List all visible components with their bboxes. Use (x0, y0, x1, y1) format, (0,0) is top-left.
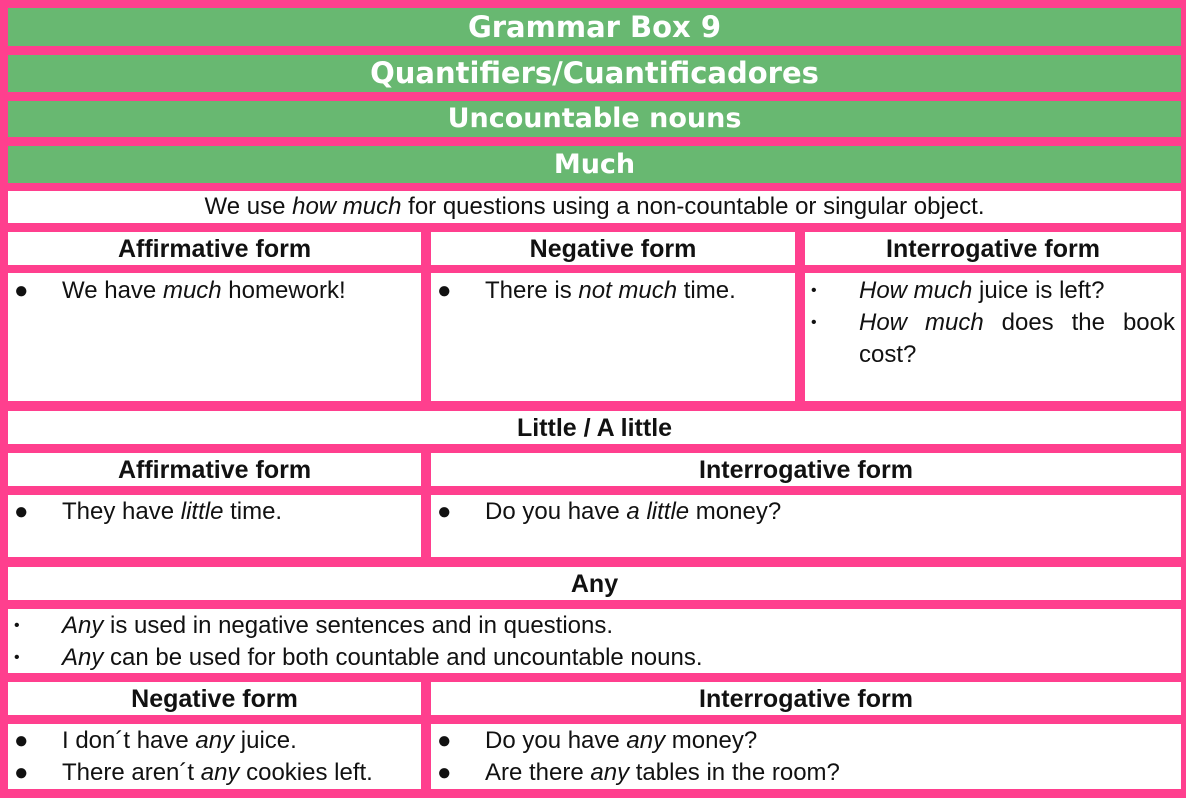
item-text: Do you have (485, 498, 627, 525)
much-negative-cell (431, 273, 795, 401)
item-text: time. (677, 277, 736, 304)
list-item (431, 496, 1181, 528)
list-item (431, 275, 795, 307)
bullet-icon: ● (437, 759, 452, 786)
item-emphasis: How much (859, 309, 984, 336)
list-item (431, 757, 1181, 789)
any-negative-cell (8, 724, 421, 789)
item-emphasis: little (180, 498, 224, 525)
list-item (805, 275, 1175, 307)
list-item (8, 275, 421, 307)
much-affirmative-cell (8, 273, 421, 401)
item-text: money? (689, 498, 782, 525)
any-header-interrogative: Interrogative form (431, 682, 1181, 715)
item-emphasis: Any (62, 644, 104, 671)
item-text: tables in the room? (629, 759, 840, 786)
item-text: There is (485, 277, 579, 304)
item-text: can be used for both countable and uncountable nouns. (103, 644, 703, 671)
item-text: Do you have (485, 727, 627, 754)
item-emphasis: a little (626, 498, 690, 525)
list-item (805, 307, 1175, 371)
list-item (8, 757, 421, 789)
bullet-icon: • (811, 314, 817, 331)
item-text: is used in negative sentences and in questions. (103, 612, 614, 639)
bullet-icon: • (811, 282, 817, 299)
any-title: Any (8, 567, 1181, 600)
item-emphasis: much (162, 277, 222, 304)
any-interrogative-cell (431, 724, 1181, 789)
bullet-icon: ● (437, 498, 452, 525)
bullet-icon: ● (14, 277, 29, 304)
much-intro-em: how much (292, 193, 402, 220)
item-text: homework! (221, 277, 346, 304)
title-quantifiers: Quantifiers/Cuantificadores (8, 55, 1181, 92)
item-text: juice is left? (972, 277, 1105, 304)
little-title: Little / A little (8, 411, 1181, 444)
list-item (8, 725, 421, 757)
much-header-negative: Negative form (431, 232, 795, 265)
title-much: Much (8, 146, 1181, 183)
little-header-affirmative: Affirmative form (8, 453, 421, 486)
item-emphasis: any (626, 727, 666, 754)
item-text: They have (62, 498, 181, 525)
item-text: juice. (234, 727, 297, 754)
item-text: Are there (485, 759, 591, 786)
bullet-icon: ● (14, 759, 29, 786)
item-emphasis: any (200, 759, 240, 786)
list-item (8, 642, 1181, 674)
item-emphasis: any (590, 759, 630, 786)
bullet-icon: ● (437, 277, 452, 304)
item-emphasis: How much (859, 277, 973, 304)
item-text: We have (62, 277, 163, 304)
much-interrogative-cell (805, 273, 1181, 401)
bullet-icon: • (14, 617, 20, 634)
any-header-negative: Negative form (8, 682, 421, 715)
title-uncountable-nouns: Uncountable nouns (8, 101, 1181, 137)
item-text: There aren´t (62, 759, 201, 786)
much-intro-post: for questions using a non-countable or singular object. (401, 193, 985, 220)
item-emphasis: any (195, 727, 235, 754)
item-emphasis: not much (578, 277, 678, 304)
much-header-interrogative: Interrogative form (805, 232, 1181, 265)
list-item (431, 725, 1181, 757)
much-intro (8, 191, 1181, 223)
any-notes (8, 609, 1181, 673)
list-item (8, 610, 1181, 642)
item-text: does the book cost? (859, 309, 1176, 368)
bullet-icon: ● (14, 498, 29, 525)
item-text: cookies left. (239, 759, 373, 786)
bullet-icon: • (14, 649, 20, 666)
little-interrogative-cell (431, 495, 1181, 557)
item-emphasis: Any (62, 612, 104, 639)
item-text: I don´t have (62, 727, 196, 754)
item-text: money? (665, 727, 758, 754)
little-header-interrogative: Interrogative form (431, 453, 1181, 486)
much-header-affirmative: Affirmative form (8, 232, 421, 265)
much-intro-pre: We use (204, 193, 293, 220)
item-text: time. (223, 498, 283, 525)
little-affirmative-cell (8, 495, 421, 557)
title-grammar-box: Grammar Box 9 (8, 8, 1181, 46)
bullet-icon: ● (437, 727, 452, 754)
list-item (8, 496, 421, 528)
bullet-icon: ● (14, 727, 29, 754)
